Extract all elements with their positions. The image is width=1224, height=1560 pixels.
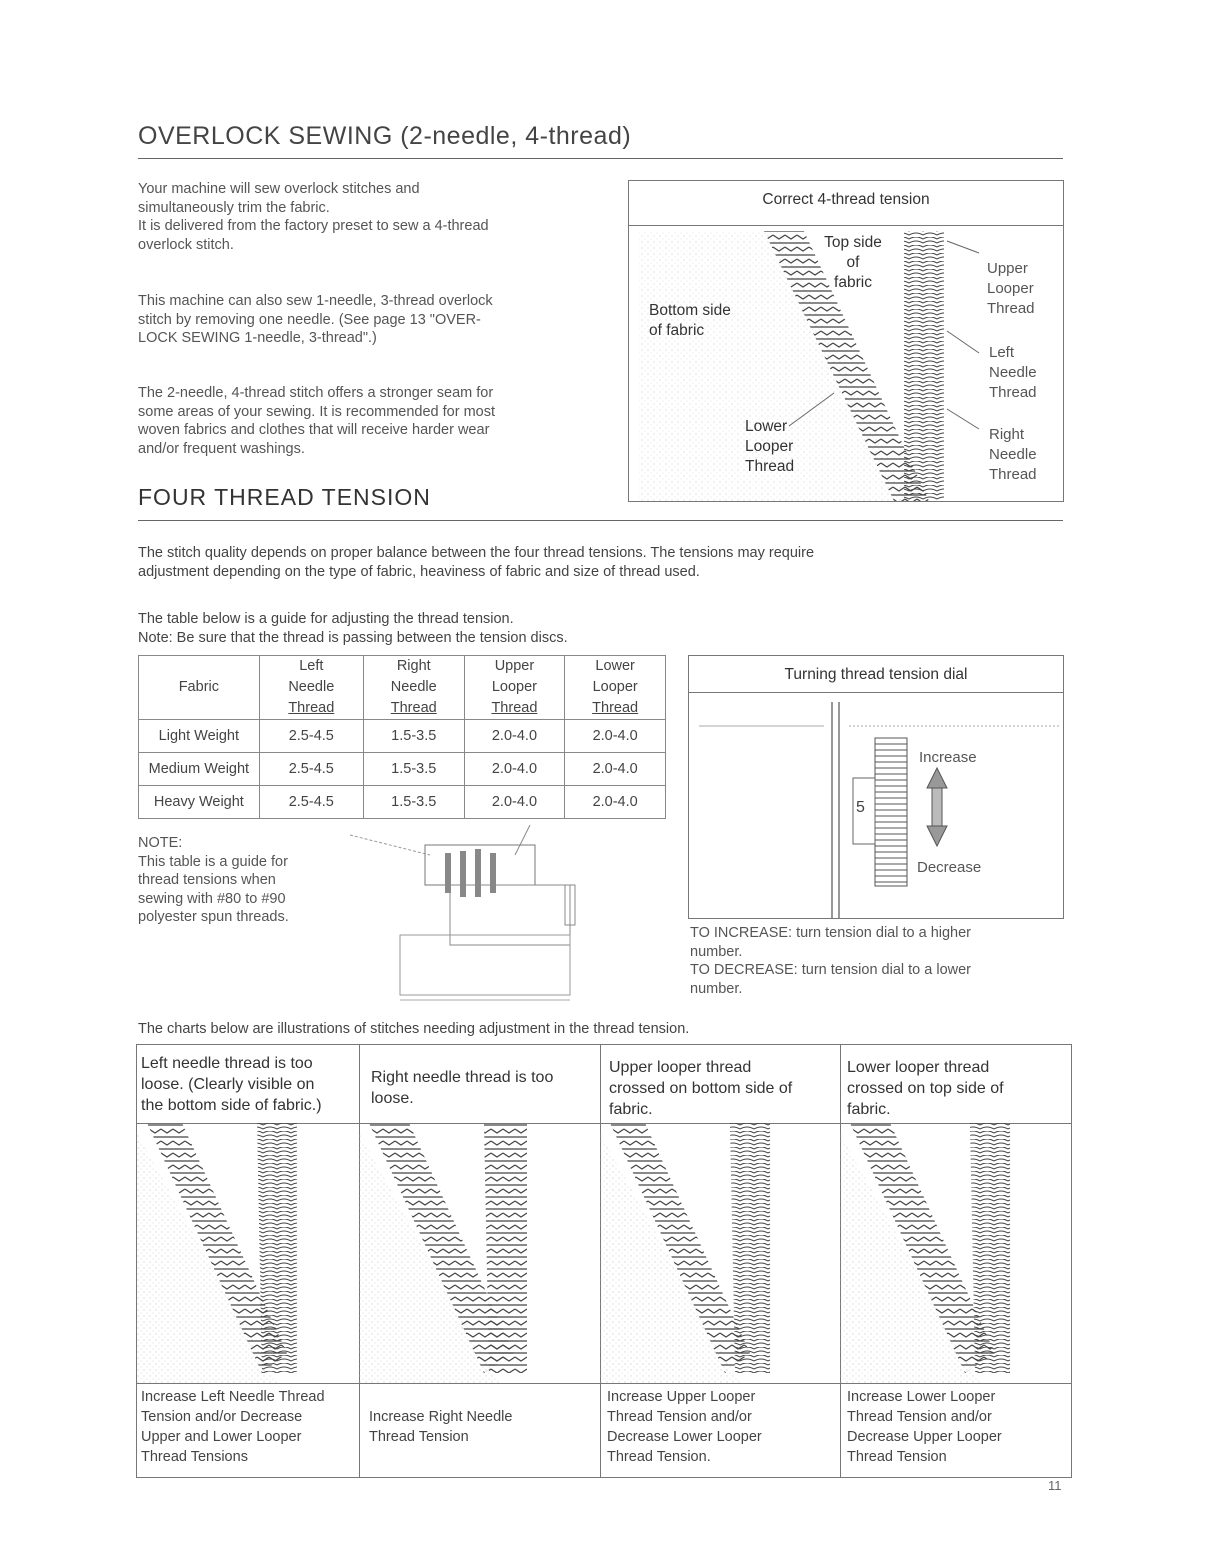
text-line: Thread Tension and/or <box>607 1409 752 1425</box>
text-line: Thread Tension. <box>607 1449 711 1465</box>
chart-fix-right-needle <box>369 1407 589 1447</box>
table-cell: 2.0-4.0 <box>565 720 666 753</box>
text-line: Left <box>989 344 1015 361</box>
text-line: fabric. <box>847 1101 891 1118</box>
table-cell: 2.0-4.0 <box>565 786 666 819</box>
tension-table-wrapper <box>138 655 666 819</box>
section-heading: FOUR THREAD TENSION <box>138 484 431 510</box>
text-line: crossed on top side of <box>847 1080 1004 1097</box>
note-block <box>138 834 289 927</box>
chart-problem-right-needle <box>371 1067 591 1109</box>
text-line: Upper <box>987 260 1028 277</box>
text-line: The 2-needle, 4-thread stitch offers a stronger seam for <box>138 385 494 401</box>
text-line: The table below is a guide for adjusting the thread tension. <box>138 611 514 627</box>
header-upper-looper <box>464 656 565 720</box>
text-line: Needle <box>989 446 1037 463</box>
text-line: The stitch quality depends on proper balance between the four thread tensions. The tensions may require <box>138 545 815 561</box>
text-line: adjustment depending on the type of fabric, heaviness of fabric and size of thread used. <box>138 563 700 580</box>
text-line: Looper <box>491 679 538 695</box>
table-cell: 2.0-4.0 <box>464 786 565 819</box>
text-line: Needle <box>288 679 335 695</box>
text-line: Thread Tensions <box>141 1449 248 1465</box>
text-line: Note: Be sure that the thread is passing between the tension discs. <box>138 629 568 646</box>
table-row <box>139 786 666 819</box>
text-line: of fabric <box>649 322 705 339</box>
text-line: of <box>846 254 860 271</box>
stitch-right-needle-loose-icon <box>359 1123 599 1383</box>
text-line: Thread <box>987 300 1035 317</box>
correct-tension-diagram <box>628 180 1064 502</box>
text-line: Top side <box>824 234 882 251</box>
text-line: It is delivered from the factory preset to sew a 4-thread <box>138 218 489 234</box>
text-line: Thread <box>745 458 795 475</box>
label-left-needle <box>989 343 1037 403</box>
chart-fix-lower-looper <box>847 1387 1067 1467</box>
section-rule <box>138 520 1063 521</box>
header-fabric <box>139 656 260 720</box>
text-line: Thread Tension <box>847 1449 947 1465</box>
text-line: Fabric <box>178 679 219 695</box>
chart-problem-lower-looper <box>847 1057 1067 1120</box>
table-cell: Light Weight <box>139 720 260 753</box>
text-line: Increase Right Needle <box>369 1409 513 1425</box>
text-line: Right needle thread is too <box>371 1069 554 1086</box>
text-line: Upper looper thread <box>609 1059 752 1076</box>
table-guide-text <box>138 610 698 647</box>
text-line: loose. <box>371 1090 414 1107</box>
text-line: This table is a guide for <box>138 853 288 870</box>
text-line: Needle <box>390 679 437 695</box>
header-left-needle <box>259 656 363 720</box>
text-line: Needle <box>989 364 1037 381</box>
header-lower-looper <box>565 656 666 720</box>
label-bottom-side <box>649 301 731 341</box>
text-line: number. <box>690 980 743 997</box>
text-line: Thread <box>288 700 335 716</box>
text-line: Left <box>299 658 324 674</box>
text-line: fabric. <box>609 1101 653 1118</box>
table-cell: 1.5-3.5 <box>363 786 464 819</box>
text-line: Right <box>396 658 431 674</box>
text-line: Increase Upper Looper <box>607 1389 756 1405</box>
stitch-lower-looper-crossed-icon <box>840 1123 1070 1383</box>
table-cell: 2.0-4.0 <box>464 753 565 786</box>
table-header-row <box>139 656 666 720</box>
text-line: Thread <box>989 384 1037 401</box>
dial-diagram-title: Turning thread tension dial <box>784 666 968 683</box>
text-line: Thread <box>592 700 639 716</box>
table-cell: 1.5-3.5 <box>363 753 464 786</box>
text-line: simultaneously trim the fabric. <box>138 199 330 216</box>
table-cell: 1.5-3.5 <box>363 720 464 753</box>
chart-fix-upper-looper <box>607 1387 832 1467</box>
text-line: Thread <box>390 700 437 716</box>
text-line: Lower <box>595 658 635 674</box>
label-decrease: Decrease <box>917 859 982 876</box>
text-line: woven fabrics and clothes that will receive harder wear <box>138 422 490 438</box>
text-line: Thread <box>989 466 1037 483</box>
stitch-problem-charts <box>136 1044 1072 1478</box>
text-line: Your machine will sew overlock stitches and <box>138 181 420 197</box>
chart-fix-left-needle <box>141 1387 357 1467</box>
intro-paragraph-2 <box>138 292 608 348</box>
intro-paragraph-1 <box>138 180 608 254</box>
label-right-needle <box>989 425 1037 485</box>
text-line: Left needle thread is too <box>141 1055 313 1072</box>
title-rule <box>138 158 1063 159</box>
text-line: Upper <box>494 658 535 674</box>
stitch-left-needle-loose-icon <box>137 1123 359 1383</box>
text-line: sewing with #80 to #90 <box>138 890 286 907</box>
text-line: Increase Left Needle Thread <box>141 1389 325 1405</box>
text-line: Thread <box>491 700 538 716</box>
serger-machine-sketch-icon <box>350 825 610 1015</box>
text-line: TO INCREASE: turn tension dial to a higher <box>690 925 972 941</box>
table-cell: Heavy Weight <box>139 786 260 819</box>
text-line: Upper and Lower Looper <box>141 1429 302 1445</box>
table-cell: 2.0-4.0 <box>464 720 565 753</box>
header-right-needle <box>363 656 464 720</box>
table-cell: Medium Weight <box>139 753 260 786</box>
diagram-title: Correct 4-thread tension <box>762 191 930 208</box>
text-line: Tension and/or Decrease <box>141 1409 303 1425</box>
label-upper-looper <box>987 259 1035 319</box>
text-line: the bottom side of fabric.) <box>141 1097 322 1114</box>
intro-paragraph-3 <box>138 384 608 458</box>
text-line: overlock stitch. <box>138 236 234 253</box>
text-line: fabric <box>834 274 872 291</box>
text-line: Increase Lower Looper <box>847 1389 996 1405</box>
chart-problem-upper-looper <box>609 1057 834 1120</box>
text-line: stitch by removing one needle. (See page 13 "OVER- <box>138 311 481 328</box>
text-line: TO DECREASE: turn tension dial to a lower <box>690 962 971 978</box>
text-line: This machine can also sew 1-needle, 3-thread overlock <box>138 293 493 309</box>
text-line: Right <box>989 426 1025 443</box>
text-line: polyester spun threads. <box>138 909 289 925</box>
dial-number: 5 <box>856 799 865 816</box>
text-line: Thread Tension and/or <box>847 1409 992 1425</box>
dial-instructions <box>690 924 1070 998</box>
section-description <box>138 544 1038 581</box>
dial-diagram <box>688 655 1064 919</box>
text-line: Looper <box>745 438 794 455</box>
text-line: Lower looper thread <box>847 1059 990 1076</box>
page-title: OVERLOCK SEWING (2-needle, 4-thread) <box>138 122 632 150</box>
text-line: Decrease Upper Looper <box>847 1429 1002 1445</box>
table-row <box>139 720 666 753</box>
text-line: some areas of your sewing. It is recommended for most <box>138 403 496 420</box>
tension-table <box>138 655 666 819</box>
page-number: 11 <box>1048 1478 1062 1493</box>
stitch-upper-looper-crossed-icon <box>600 1123 840 1383</box>
text-line: loose. (Clearly visible on <box>141 1076 315 1093</box>
note-title: NOTE: <box>138 835 183 851</box>
charts-intro: The charts below are illustrations of stitches needing adjustment in the thread tension. <box>138 1021 690 1037</box>
table-cell: 2.5-4.5 <box>259 720 363 753</box>
text-line: crossed on bottom side of <box>609 1080 793 1097</box>
text-line: Thread Tension <box>369 1429 469 1445</box>
label-top-side <box>823 233 883 293</box>
text-line: number. <box>690 943 743 960</box>
label-increase: Increase <box>919 749 977 766</box>
text-line: Bottom side <box>649 302 731 319</box>
text-line: Looper <box>592 679 638 695</box>
table-cell: 2.0-4.0 <box>565 753 666 786</box>
label-lower-looper <box>745 417 794 477</box>
table-cell: 2.5-4.5 <box>259 753 363 786</box>
chart-problem-left-needle <box>141 1053 357 1116</box>
text-line: thread tensions when <box>138 872 276 888</box>
table-row <box>139 753 666 786</box>
text-line: Looper <box>987 280 1034 297</box>
text-line: Decrease Lower Looper <box>607 1429 762 1445</box>
text-line: and/or frequent washings. <box>138 440 305 457</box>
text-line: Lower <box>745 418 788 435</box>
table-cell: 2.5-4.5 <box>259 786 363 819</box>
text-line: LOCK SEWING 1-needle, 3-thread".) <box>138 330 377 346</box>
tension-dial-illustration <box>689 656 1063 918</box>
